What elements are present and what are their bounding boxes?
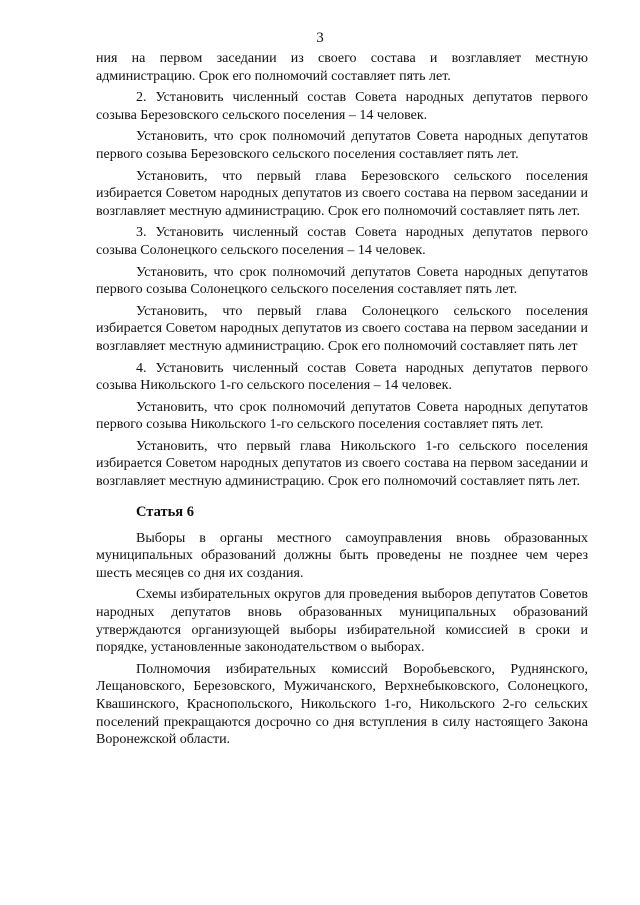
paragraph: Установить, что срок полномочий депутатов Совета народных депутатов первого созыва Никольского 1-го сельского поселения составляет пять лет. <box>96 399 588 433</box>
paragraph-item-3: 3. Установить численный состав Совета народных депутатов первого созыва Солонецкого сельского поселения – 14 человек. <box>96 225 588 258</box>
paragraph: Установить, что первый глава Никольского 1-го сельского поселения избирается Советом народных депутатов из своего состава на первом заседании и возглавляет местную администрацию. Срок его полномочий составляет пять лет. <box>96 438 588 490</box>
paragraph: Установить, что первый глава Березовского сельского поселения избирается Советом народных депутатов из своего состава на первом заседании и возглавляет местную администрацию. Срок его полномочий составляет пять лет. <box>96 168 588 219</box>
paragraph-continuation: ния на первом заседании из своего состава и возглавляет местную администрацию. Срок его полномочий составляет пять лет. <box>96 51 588 84</box>
paragraph: Установить, что срок полномочий депутатов Совета народных депутатов первого созыва Березовского сельского поселения составляет пять лет. <box>96 129 588 162</box>
paragraph: Полномочия избирательных комиссий Воробьевского, Руднянского, Лещановского, Березовского, Мужичанского, Верхнебыковского, Солонецкого, Квашинского, Краснопольского, Никольского 1-го, Никольского 2-го сельских поселений прекращаются досрочно со дня вступления в силу настоящего Закона Воронежской области. <box>96 661 588 748</box>
document-body <box>96 50 588 753</box>
paragraph: Установить, что срок полномочий депутатов Совета народных депутатов первого созыва Солонецкого сельского поселения составляет пять лет. <box>96 264 588 298</box>
paragraph: Установить, что первый глава Солонецкого сельского поселения избирается Советом народных депутатов из своего состава на первом заседании и возглавляет местную администрацию. Срок его полномочий составляет пять лет <box>96 303 588 354</box>
paragraph: Схемы избирательных округов для проведения выборов депутатов Советов народных депутатов вновь образованных муниципальных образований утверждаются организующей выборы избирательной комиссией в сроки и порядке, установленные законодательством о выборах. <box>96 587 588 656</box>
paragraph: Выборы в органы местного самоуправления вновь образованных муниципальных образований должны быть проведены не позднее чем через шесть месяцев со дня их создания. <box>96 530 588 581</box>
paragraph-item-2: 2. Установить численный состав Совета народных депутатов первого созыва Березовского сельского поселения – 14 человек. <box>96 90 588 123</box>
article-heading: Статья 6 <box>136 503 194 520</box>
paragraph-item-4: 4. Установить численный состав Совета народных депутатов первого созыва Никольского 1-го сельского поселения – 14 человек. <box>96 360 588 394</box>
page-number: 3 <box>316 30 324 46</box>
